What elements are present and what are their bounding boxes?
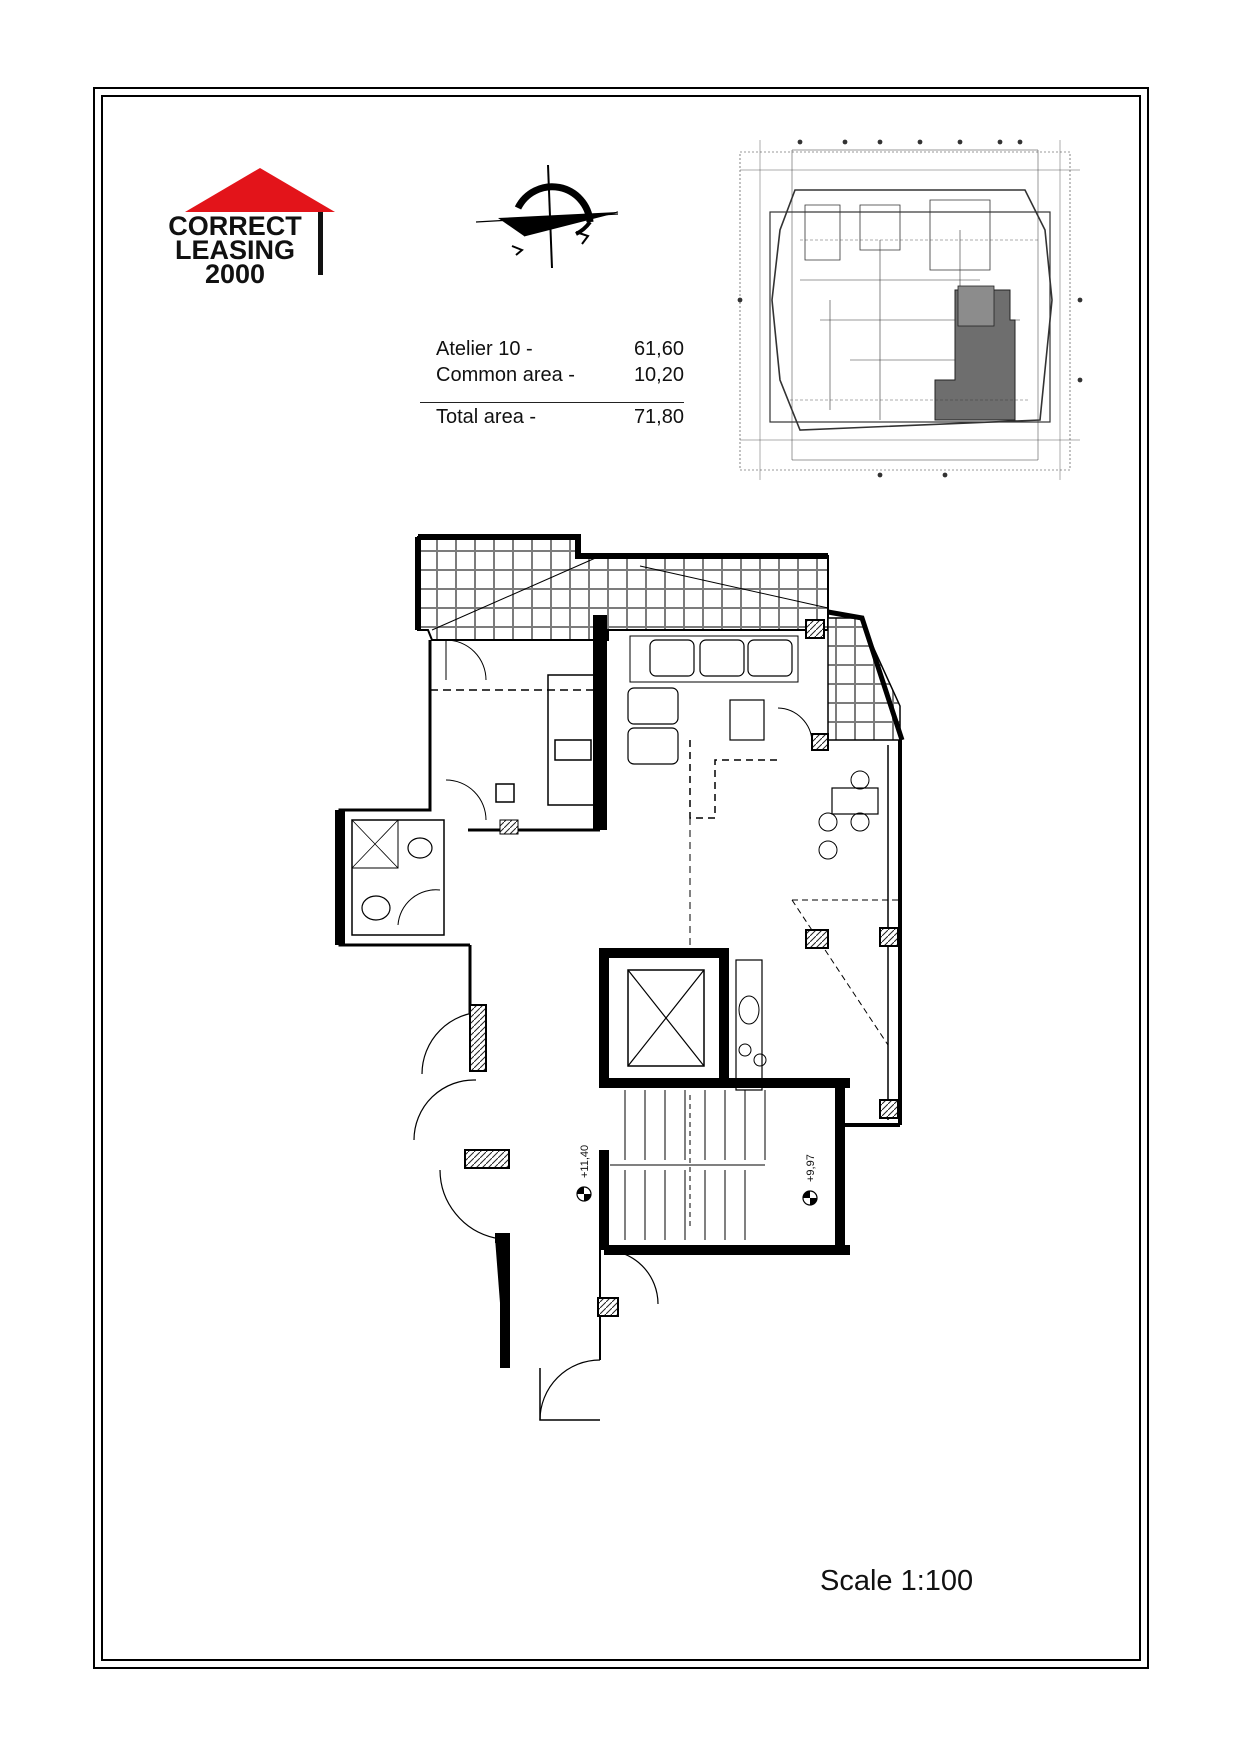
terrace [418,537,828,640]
north-arrow-icon [476,165,618,268]
level-marker-b [803,1191,817,1205]
total-area-label: Total area - [436,406,537,428]
logo-line-3: 2000 [204,259,266,289]
corner-balcony [828,618,900,740]
level-label-a: +11,40 [579,1144,591,1178]
floor-plan [340,537,902,1420]
building-key-plan [738,140,1083,480]
scale-label: Scale 1:100 [820,1565,974,1597]
atelier-value: 61,60 [633,338,684,360]
logo-line-2: LEASING [174,235,295,265]
level-marker-a [577,1187,591,1201]
atelier-label: Atelier 10 - [436,338,533,360]
common-area-label: Common area - [436,364,575,386]
level-label-b: +9,97 [805,1154,817,1182]
logo-line-1: CORRECT [168,211,302,241]
common-area-value: 10,20 [633,364,684,386]
total-area-value: 71,80 [633,406,684,428]
